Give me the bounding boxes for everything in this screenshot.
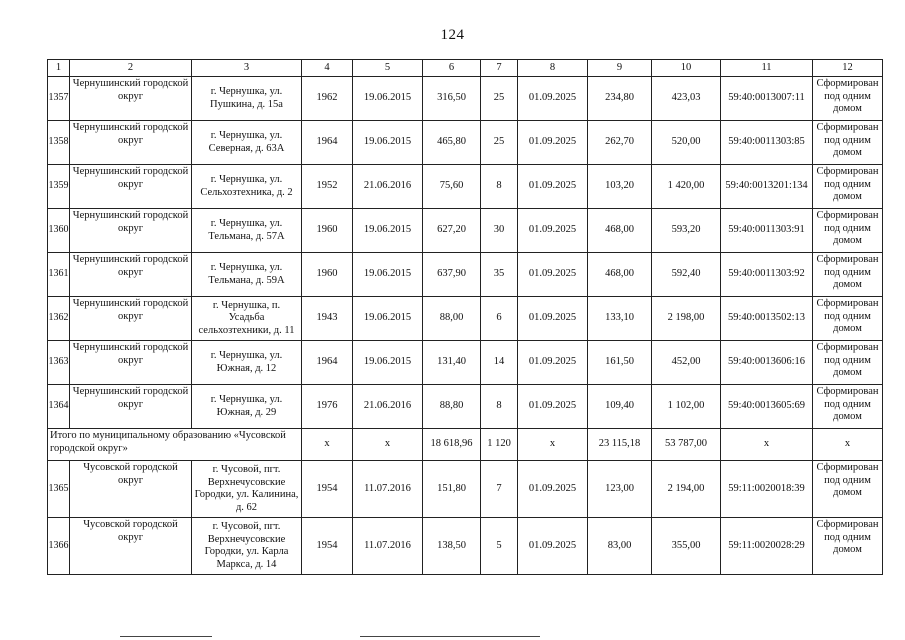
total-row <box>48 429 883 461</box>
area2-cell: 468,00 <box>588 209 652 253</box>
table-row <box>48 341 883 385</box>
scan-edge-line <box>360 636 540 637</box>
cadastral-number-cell: 59:40:0013605:69 <box>721 385 813 429</box>
area2-cell: 262,70 <box>588 121 652 165</box>
area2-cell: 133,10 <box>588 297 652 341</box>
land-area-cell: 592,40 <box>652 253 721 297</box>
address-cell: г. Чернушка, ул. Северная, д. 63А <box>192 121 302 165</box>
total-cadastral-cell: x <box>721 429 813 461</box>
row-number: 1361 <box>48 253 70 297</box>
column-header: 7 <box>481 60 518 77</box>
total-year-cell: x <box>302 429 353 461</box>
date-cell: 19.06.2015 <box>353 121 423 165</box>
count-cell: 30 <box>481 209 518 253</box>
area-cell: 151,80 <box>423 461 481 518</box>
date-cell: 19.06.2015 <box>353 297 423 341</box>
count-cell: 25 <box>481 77 518 121</box>
cadastral-number-cell: 59:40:0011303:91 <box>721 209 813 253</box>
area2-cell: 109,40 <box>588 385 652 429</box>
count-cell: 7 <box>481 461 518 518</box>
area2-cell: 161,50 <box>588 341 652 385</box>
area2-cell: 83,00 <box>588 518 652 575</box>
status-cell: Сформирован под одним домом <box>813 209 883 253</box>
row-number: 1358 <box>48 121 70 165</box>
table-row <box>48 165 883 209</box>
municipality-cell: Чернушинский городской округ <box>70 121 192 165</box>
page-number: 124 <box>440 27 465 43</box>
date-cell: 21.06.2016 <box>353 385 423 429</box>
table-row <box>48 385 883 429</box>
start-date-cell: 01.09.2025 <box>518 121 588 165</box>
land-area-cell: 2 194,00 <box>652 461 721 518</box>
area-cell: 316,50 <box>423 77 481 121</box>
status-cell: Сформирован под одним домом <box>813 518 883 575</box>
year-built-cell: 1954 <box>302 461 353 518</box>
table-row <box>48 121 883 165</box>
year-built-cell: 1964 <box>302 121 353 165</box>
table-row <box>48 461 883 518</box>
count-cell: 8 <box>481 165 518 209</box>
year-built-cell: 1952 <box>302 165 353 209</box>
address-cell: г. Чусовой, пгт. Верхнечусовские Городки, ул. Калинина, д. 62 <box>192 461 302 518</box>
land-area-cell: 520,00 <box>652 121 721 165</box>
address-cell: г. Чернушка, ул. Южная, д. 29 <box>192 385 302 429</box>
total-count-cell: 1 120 <box>481 429 518 461</box>
status-cell: Сформирован под одним домом <box>813 253 883 297</box>
cadastral-number-cell: 59:40:0011303:92 <box>721 253 813 297</box>
total-start-date-cell: x <box>518 429 588 461</box>
table-row <box>48 297 883 341</box>
table-row <box>48 518 883 575</box>
land-area-cell: 1 102,00 <box>652 385 721 429</box>
start-date-cell: 01.09.2025 <box>518 461 588 518</box>
row-number: 1357 <box>48 77 70 121</box>
year-built-cell: 1943 <box>302 297 353 341</box>
area-cell: 88,00 <box>423 297 481 341</box>
municipality-cell: Чусовской городской округ <box>70 461 192 518</box>
table-row <box>48 77 883 121</box>
cadastral-number-cell: 59:40:0013201:134 <box>721 165 813 209</box>
column-header: 8 <box>518 60 588 77</box>
total-date-cell: x <box>353 429 423 461</box>
municipality-cell: Чернушинский городской округ <box>70 253 192 297</box>
status-cell: Сформирован под одним домом <box>813 341 883 385</box>
scan-edge-line <box>120 636 212 637</box>
year-built-cell: 1960 <box>302 253 353 297</box>
status-cell: Сформирован под одним домом <box>813 461 883 518</box>
year-built-cell: 1962 <box>302 77 353 121</box>
year-built-cell: 1954 <box>302 518 353 575</box>
municipality-cell: Чернушинский городской округ <box>70 77 192 121</box>
area-cell: 465,80 <box>423 121 481 165</box>
row-number: 1364 <box>48 385 70 429</box>
table-body <box>48 60 883 575</box>
start-date-cell: 01.09.2025 <box>518 297 588 341</box>
housing-register-table <box>47 59 883 575</box>
column-header: 3 <box>192 60 302 77</box>
address-cell: г. Чернушка, ул. Пушкина, д. 15а <box>192 77 302 121</box>
cadastral-number-cell: 59:40:0013606:16 <box>721 341 813 385</box>
status-cell: Сформирован под одним домом <box>813 77 883 121</box>
year-built-cell: 1964 <box>302 341 353 385</box>
municipality-cell: Чернушинский городской округ <box>70 297 192 341</box>
column-number-row <box>48 60 883 77</box>
column-header: 4 <box>302 60 353 77</box>
area-cell: 131,40 <box>423 341 481 385</box>
land-area-cell: 1 420,00 <box>652 165 721 209</box>
row-number: 1360 <box>48 209 70 253</box>
status-cell: Сформирован под одним домом <box>813 385 883 429</box>
address-cell: г. Чусовой, пгт. Верхнечусовские Городки, ул. Карла Маркса, д. 14 <box>192 518 302 575</box>
table-row <box>48 209 883 253</box>
area2-cell: 234,80 <box>588 77 652 121</box>
year-built-cell: 1960 <box>302 209 353 253</box>
count-cell: 5 <box>481 518 518 575</box>
status-cell: Сформирован под одним домом <box>813 297 883 341</box>
start-date-cell: 01.09.2025 <box>518 253 588 297</box>
date-cell: 19.06.2015 <box>353 209 423 253</box>
column-header: 9 <box>588 60 652 77</box>
count-cell: 14 <box>481 341 518 385</box>
address-cell: г. Чернушка, ул. Южная, д. 12 <box>192 341 302 385</box>
total-area-cell: 18 618,96 <box>423 429 481 461</box>
table-row <box>48 253 883 297</box>
cadastral-number-cell: 59:40:0013502:13 <box>721 297 813 341</box>
count-cell: 25 <box>481 121 518 165</box>
address-cell: г. Чернушка, п. Усадьба сельхозтехники, д. 11 <box>192 297 302 341</box>
cadastral-number-cell: 59:11:0020018:39 <box>721 461 813 518</box>
start-date-cell: 01.09.2025 <box>518 518 588 575</box>
area-cell: 637,90 <box>423 253 481 297</box>
date-cell: 19.06.2015 <box>353 341 423 385</box>
municipality-cell: Чернушинский городской округ <box>70 341 192 385</box>
count-cell: 35 <box>481 253 518 297</box>
column-header: 6 <box>423 60 481 77</box>
address-cell: г. Чернушка, ул. Сельхозтехника, д. 2 <box>192 165 302 209</box>
year-built-cell: 1976 <box>302 385 353 429</box>
municipality-cell: Чусовской городской округ <box>70 518 192 575</box>
start-date-cell: 01.09.2025 <box>518 209 588 253</box>
row-number: 1363 <box>48 341 70 385</box>
date-cell: 11.07.2016 <box>353 461 423 518</box>
area-cell: 627,20 <box>423 209 481 253</box>
date-cell: 19.06.2015 <box>353 77 423 121</box>
status-cell: Сформирован под одним домом <box>813 165 883 209</box>
start-date-cell: 01.09.2025 <box>518 341 588 385</box>
area-cell: 88,80 <box>423 385 481 429</box>
total-status-cell: x <box>813 429 883 461</box>
land-area-cell: 2 198,00 <box>652 297 721 341</box>
total-area2-cell: 23 115,18 <box>588 429 652 461</box>
cadastral-number-cell: 59:11:0020028:29 <box>721 518 813 575</box>
municipality-cell: Чернушинский городской округ <box>70 165 192 209</box>
area-cell: 138,50 <box>423 518 481 575</box>
status-cell: Сформирован под одним домом <box>813 121 883 165</box>
row-number: 1366 <box>48 518 70 575</box>
date-cell: 11.07.2016 <box>353 518 423 575</box>
start-date-cell: 01.09.2025 <box>518 385 588 429</box>
start-date-cell: 01.09.2025 <box>518 165 588 209</box>
row-number: 1359 <box>48 165 70 209</box>
total-area3-cell: 53 787,00 <box>652 429 721 461</box>
row-number: 1365 <box>48 461 70 518</box>
land-area-cell: 452,00 <box>652 341 721 385</box>
area2-cell: 103,20 <box>588 165 652 209</box>
total-label: Итого по муниципальному образованию «Чусовской городской округ» <box>48 429 302 461</box>
area2-cell: 468,00 <box>588 253 652 297</box>
column-header: 5 <box>353 60 423 77</box>
date-cell: 21.06.2016 <box>353 165 423 209</box>
cadastral-number-cell: 59:40:0011303:85 <box>721 121 813 165</box>
municipality-cell: Чернушинский городской округ <box>70 385 192 429</box>
land-area-cell: 423,03 <box>652 77 721 121</box>
address-cell: г. Чернушка, ул. Тельмана, д. 59А <box>192 253 302 297</box>
address-cell: г. Чернушка, ул. Тельмана, д. 57А <box>192 209 302 253</box>
column-header: 11 <box>721 60 813 77</box>
municipality-cell: Чернушинский городской округ <box>70 209 192 253</box>
column-header: 1 <box>48 60 70 77</box>
land-area-cell: 593,20 <box>652 209 721 253</box>
area-cell: 75,60 <box>423 165 481 209</box>
count-cell: 8 <box>481 385 518 429</box>
area2-cell: 123,00 <box>588 461 652 518</box>
date-cell: 19.06.2015 <box>353 253 423 297</box>
land-area-cell: 355,00 <box>652 518 721 575</box>
start-date-cell: 01.09.2025 <box>518 77 588 121</box>
cadastral-number-cell: 59:40:0013007:11 <box>721 77 813 121</box>
column-header: 2 <box>70 60 192 77</box>
row-number: 1362 <box>48 297 70 341</box>
column-header: 10 <box>652 60 721 77</box>
column-header: 12 <box>813 60 883 77</box>
count-cell: 6 <box>481 297 518 341</box>
